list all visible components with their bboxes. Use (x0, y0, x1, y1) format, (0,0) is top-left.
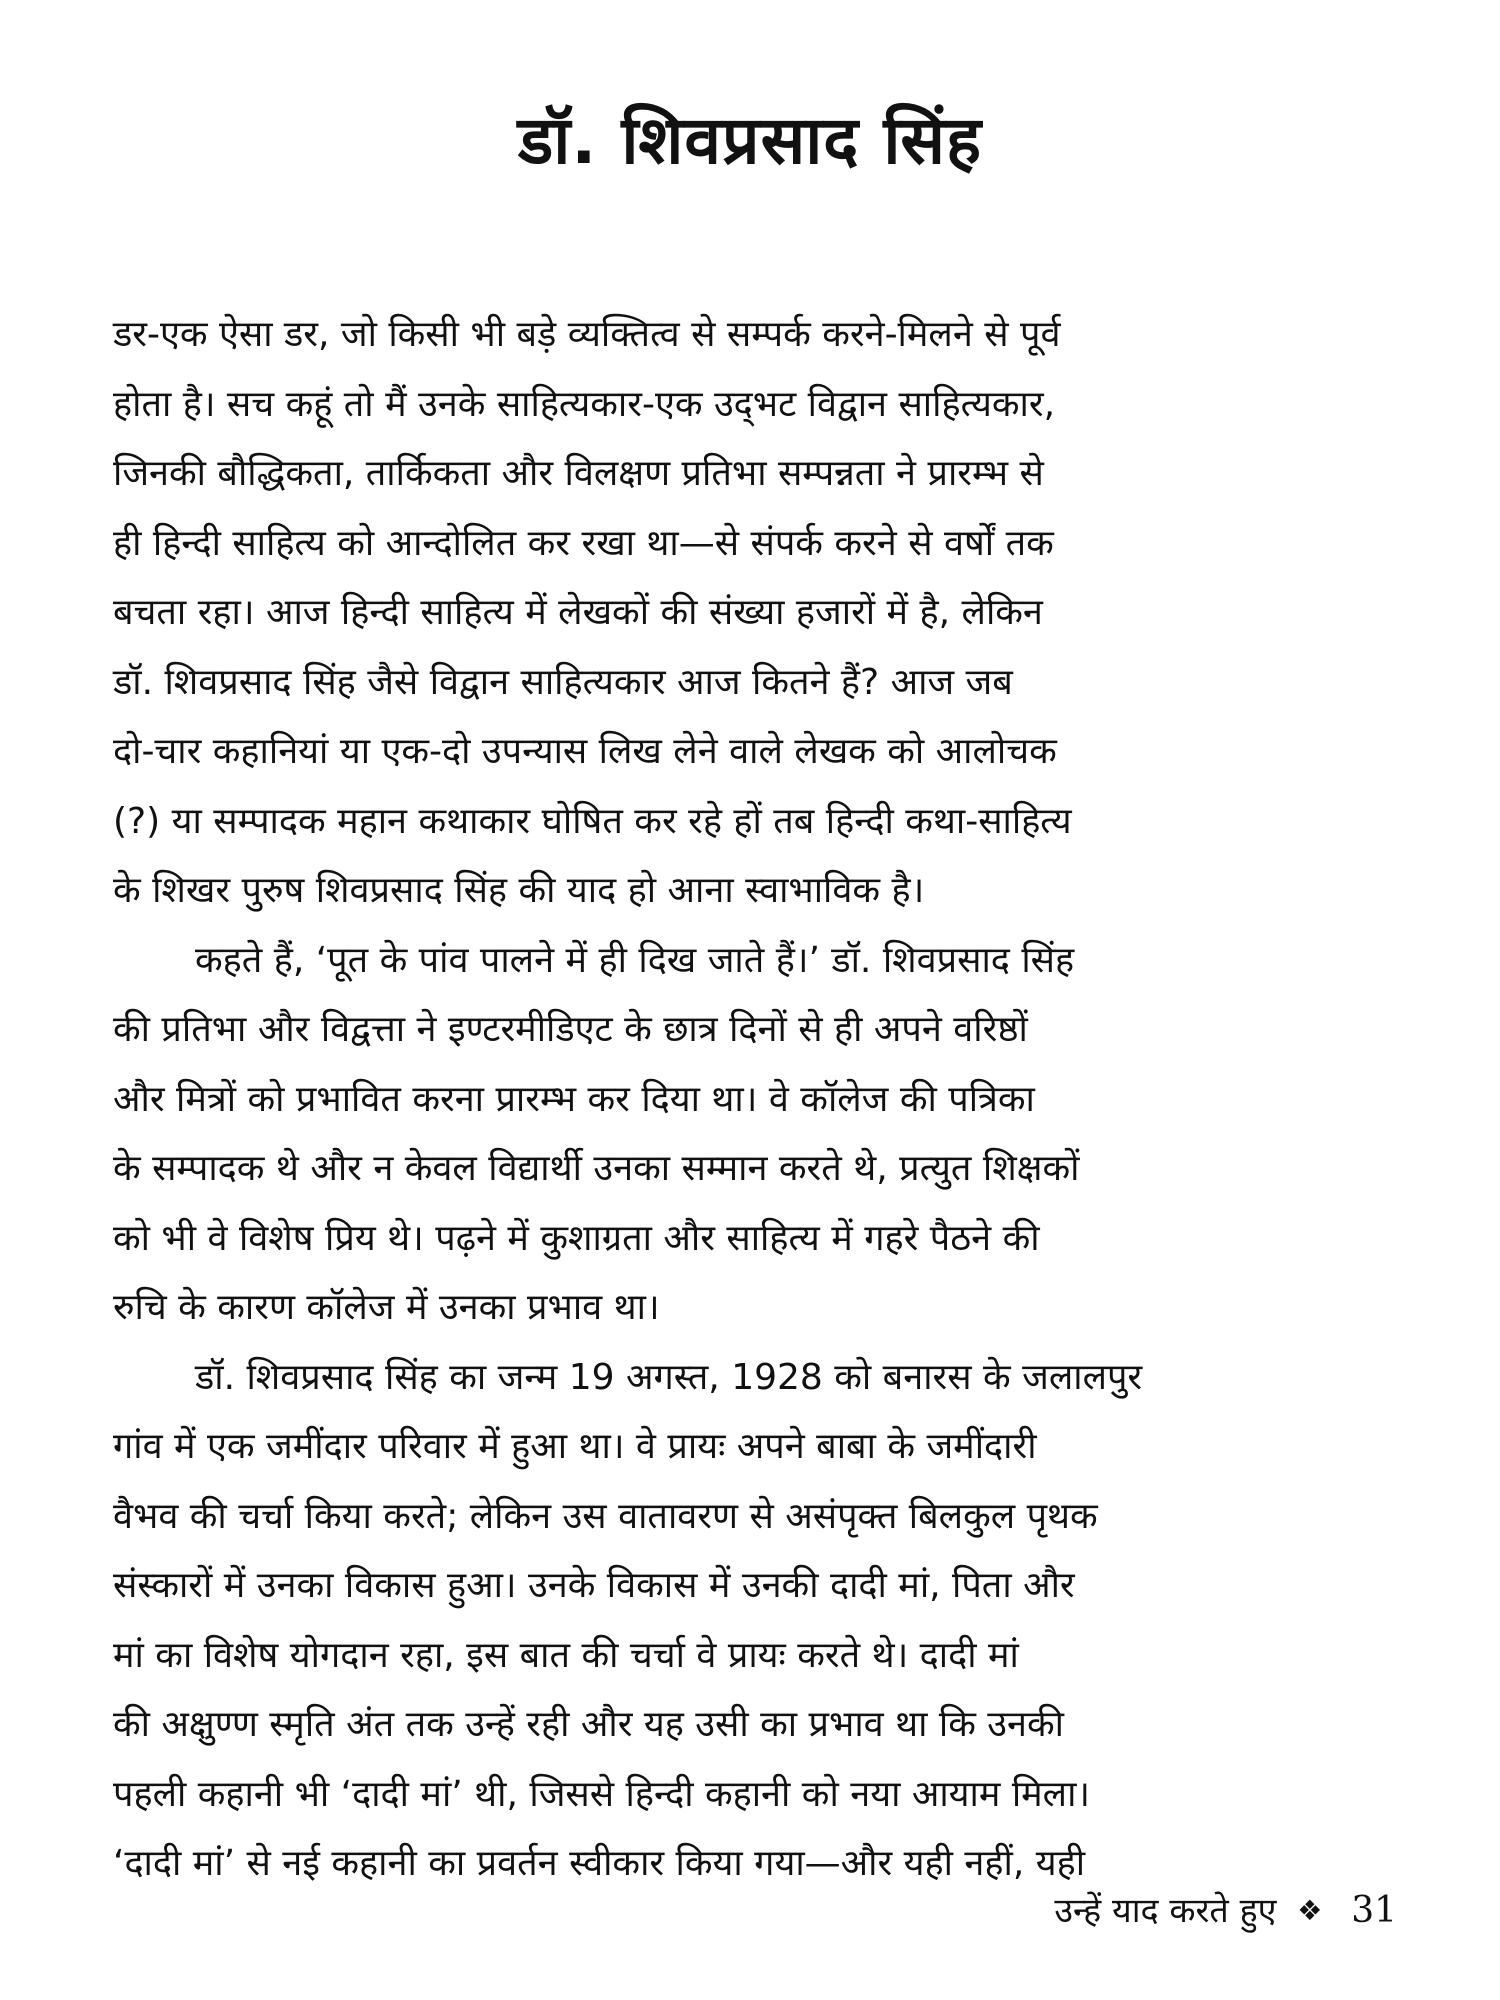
text-line: डॉ. शिवप्रसाद सिंह जैसे विद्वान साहित्यकार आज कितने हैं? आज जब (113, 661, 1013, 703)
text-line: और मित्रों को प्रभावित करना प्रारम्भ कर दिया था। वे कॉलेज की पत्रिका (113, 1078, 1035, 1120)
text-line: के शिखर पुरुष शिवप्रसाद सिंह की याद हो आना स्वाभाविक है। (113, 870, 925, 911)
paragraph-2 (113, 926, 1397, 1343)
text-line: रुचि के कारण कॉलेज में उनका प्रभाव था। (113, 1287, 660, 1328)
text-line: होता है। सच कहूं तो मैं उनके साहित्यकार-एक उद्‌भट विद्वान साहित्यकार, (113, 383, 1056, 425)
paragraph-1 (113, 300, 1397, 926)
text-line: ही हिन्दी साहित्य को आन्दोलित कर रखा था—से संपर्क करने से वर्षों तक (113, 522, 1054, 564)
text-line: (?) या सम्पादक महान कथाकार घोषित कर रहे हों तब हिन्दी कथा-साहित्य (113, 800, 1072, 842)
body-text (113, 300, 1397, 1899)
paragraph-3 (113, 1343, 1397, 1899)
text-line: की अक्षुण्ण स्मृति अंत तक उन्हें रही और यह उसी का प्रभाव था कि उनकी (113, 1704, 1064, 1745)
page-number: 31 (1351, 1890, 1397, 1931)
text-line: की प्रतिभा और विद्वत्ता ने इण्टरमीडिएट के छात्र दिनों से ही अपने वरिष्ठों (113, 1009, 1028, 1050)
text-line: ‘दादी मां’ से नई कहानी का प्रवर्तन स्वीकार किया गया—और यही नहीं, यही (113, 1843, 1086, 1884)
text-line: मां का विशेष योगदान रहा, इस बात की चर्चा वे प्रायः करते थे। दादी मां (113, 1634, 1019, 1676)
text-line: पहली कहानी भी ‘दादी मां’ थी, जिससे हिन्दी कहानी को नया आयाम मिला। (113, 1773, 1091, 1815)
text-line: डॉ. शिवप्रसाद सिंह का जन्म 19 अगस्त, 1928 को बनारस के जलालपुर (195, 1356, 1143, 1398)
text-line: कहते हैं, ‘पूत के पांव पालने में ही दिख जाते हैं।’ डॉ. शिवप्रसाद सिंह (195, 939, 1075, 981)
text-line: के सम्पादक थे और न केवल विद्यार्थी उनका सम्मान करते थे, प्रत्युत शिक्षकों (113, 1148, 1080, 1189)
text-line: वैभव की चर्चा किया करते; लेकिन उस वातावरण से असंपृक्त बिलकुल पृथक (113, 1495, 1098, 1537)
text-line: दो-चार कहानियां या एक-दो उपन्यास लिख लेने वाले लेखक को आलोचक (113, 731, 1057, 772)
text-line: संस्कारों में उनका विकास हुआ। उनके विकास में उनकी दादी मां, पिता और (113, 1565, 1075, 1606)
diamond-ornament-icon: ❖ (1297, 1894, 1323, 1927)
text-line: को भी वे विशेष प्रिय थे। पढ़ने में कुशाग्रता और साहित्य में गहरे पैठने की (113, 1217, 1040, 1259)
running-title: उन्हें याद करते हुए (1054, 1891, 1277, 1931)
text-line: जिनकी बौद्धिकता, तार्किकता और विलक्षण प्रतिभा सम्पन्नता ने प्रारम्भ से (113, 453, 1044, 494)
text-line: बचता रहा। आज हिन्दी साहित्य में लेखकों की संख्या हजारों में है, लेकिन (113, 592, 1043, 633)
text-line: गांव में एक जमींदार परिवार में हुआ था। वे प्रायः अपने बाबा के जमींदारी (113, 1426, 1037, 1467)
page-footer (1054, 1886, 1397, 1936)
page-title: डॉ. शिवप्रसाद सिंह (517, 102, 983, 179)
text-line: डर-एक ऐसा डर, जो किसी भी बड़े व्यक्तित्व से सम्पर्क करने-मिलने से पूर्व (113, 314, 1061, 355)
